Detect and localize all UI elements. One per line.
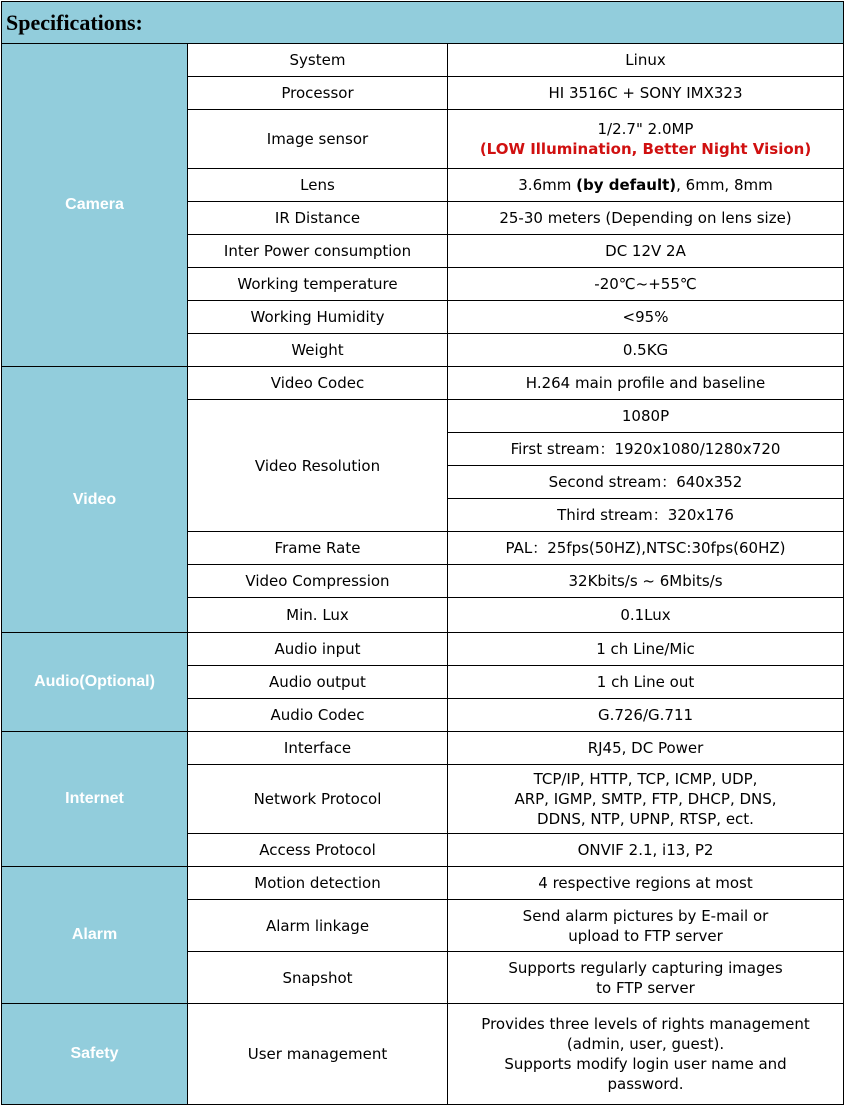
spec-value-line: DDNS, NTP, UPNP, RTSP, ect. bbox=[537, 810, 754, 828]
spec-value-line: 1/2.7" 2.0MP bbox=[597, 120, 694, 138]
category-video: Video bbox=[2, 367, 188, 633]
spec-value-line: password. bbox=[607, 1075, 684, 1093]
spec-label: Inter Power consumption bbox=[188, 235, 448, 268]
spec-value bbox=[448, 77, 844, 110]
page-title: Specifications: bbox=[2, 2, 844, 44]
spec-label: Weight bbox=[188, 334, 448, 367]
spec-value bbox=[448, 499, 844, 532]
spec-value-line: <95% bbox=[622, 308, 669, 326]
spec-label: Processor bbox=[188, 77, 448, 110]
spec-label: IR Distance bbox=[188, 202, 448, 235]
spec-value-line: HI 3516C + SONY IMX323 bbox=[548, 84, 743, 102]
spec-value bbox=[448, 268, 844, 301]
spec-value-line: ARP, IGMP, SMTP, FTP, DHCP, DNS, bbox=[514, 790, 777, 808]
spec-value bbox=[448, 235, 844, 268]
spec-value-line: H.264 main profile and baseline bbox=[525, 374, 766, 392]
spec-value bbox=[448, 900, 844, 952]
table-row bbox=[2, 367, 844, 400]
spec-label: Alarm linkage bbox=[188, 900, 448, 952]
spec-value bbox=[448, 666, 844, 699]
spec-value bbox=[448, 110, 844, 169]
spec-value-line: First stream：1920x1080/1280x720 bbox=[510, 440, 781, 458]
spec-value-line: (admin, user, guest). bbox=[566, 1035, 725, 1053]
spec-value-line bbox=[452, 175, 839, 195]
spec-label: Video Resolution bbox=[188, 400, 448, 532]
spec-value bbox=[448, 765, 844, 834]
spec-value bbox=[448, 952, 844, 1004]
spec-label: Working Humidity bbox=[188, 301, 448, 334]
spec-value bbox=[448, 598, 844, 633]
spec-label: Min. Lux bbox=[188, 598, 448, 633]
spec-value-line: DC 12V 2A bbox=[605, 242, 686, 260]
spec-label: Network Protocol bbox=[188, 765, 448, 834]
spec-value bbox=[448, 334, 844, 367]
spec-value-line: upload to FTP server bbox=[568, 926, 723, 945]
spec-value-line: 25-30 meters (Depending on lens size) bbox=[499, 209, 792, 227]
spec-value bbox=[448, 532, 844, 565]
spec-value-line: -20℃~+55℃ bbox=[594, 275, 697, 293]
spec-value bbox=[448, 44, 844, 77]
specifications-table bbox=[1, 1, 844, 1105]
spec-label: Snapshot bbox=[188, 952, 448, 1004]
spec-label: Audio output bbox=[188, 666, 448, 699]
category-internet: Internet bbox=[2, 732, 188, 867]
specifications-body bbox=[2, 2, 844, 1105]
spec-label: Lens bbox=[188, 169, 448, 202]
default-lens-note: (by default) bbox=[576, 176, 677, 194]
table-row bbox=[2, 44, 844, 77]
spec-label: Video Codec bbox=[188, 367, 448, 400]
spec-label: Video Compression bbox=[188, 565, 448, 598]
lens-text: , 6mm, 8mm bbox=[676, 176, 773, 194]
spec-label: User management bbox=[188, 1004, 448, 1105]
spec-value-line: Third stream：320x176 bbox=[557, 506, 734, 524]
spec-value-line: Linux bbox=[625, 51, 666, 69]
spec-value bbox=[448, 699, 844, 732]
spec-label: Access Protocol bbox=[188, 834, 448, 867]
spec-value bbox=[448, 867, 844, 900]
category-audio-optional: Audio(Optional) bbox=[2, 633, 188, 732]
spec-value bbox=[448, 301, 844, 334]
highlight-note: (LOW Illumination, Better Night Vision) bbox=[479, 140, 812, 158]
spec-value-line: 32Kbits/s ~ 6Mbits/s bbox=[568, 572, 723, 590]
spec-value-line: RJ45, DC Power bbox=[587, 739, 704, 757]
spec-value-line: TCP/IP, HTTP, TCP, ICMP, UDP, bbox=[533, 770, 758, 788]
spec-value-line: Second stream：640x352 bbox=[548, 473, 743, 491]
spec-value bbox=[448, 202, 844, 235]
spec-value bbox=[448, 565, 844, 598]
spec-value-line: Send alarm pictures by E-mail or bbox=[522, 906, 769, 925]
spec-value bbox=[448, 633, 844, 666]
table-row bbox=[2, 633, 844, 666]
spec-value-line: 1 ch Line out bbox=[596, 673, 695, 691]
spec-value bbox=[448, 466, 844, 499]
spec-value-line: G.726/G.711 bbox=[597, 706, 694, 724]
spec-label: Motion detection bbox=[188, 867, 448, 900]
spec-value-line: ONVIF 2.1, i13, P2 bbox=[577, 841, 714, 859]
spec-label: Audio input bbox=[188, 633, 448, 666]
spec-value bbox=[448, 732, 844, 765]
spec-value bbox=[448, 169, 844, 202]
spec-value-line: Supports modify login user name and bbox=[504, 1055, 787, 1073]
spec-label: Audio Codec bbox=[188, 699, 448, 732]
spec-value bbox=[448, 400, 844, 433]
spec-label: Working temperature bbox=[188, 268, 448, 301]
title-row bbox=[2, 2, 844, 44]
spec-value bbox=[448, 834, 844, 867]
lens-text: 3.6mm bbox=[518, 176, 577, 194]
spec-value-line: Provides three levels of rights management bbox=[481, 1015, 810, 1033]
spec-value-line: 4 respective regions at most bbox=[538, 874, 753, 892]
spec-value bbox=[448, 1004, 844, 1105]
spec-value-line: Supports regularly capturing images bbox=[508, 958, 783, 977]
spec-value bbox=[448, 367, 844, 400]
spec-label: Frame Rate bbox=[188, 532, 448, 565]
spec-label: Image sensor bbox=[188, 110, 448, 169]
spec-value bbox=[448, 433, 844, 466]
category-alarm: Alarm bbox=[2, 867, 188, 1004]
spec-value-line: to FTP server bbox=[596, 978, 695, 997]
category-safety: Safety bbox=[2, 1004, 188, 1105]
category-camera: Camera bbox=[2, 44, 188, 367]
spec-value-line: 1080P bbox=[621, 407, 670, 425]
table-row bbox=[2, 1004, 844, 1105]
spec-label: Interface bbox=[188, 732, 448, 765]
table-row bbox=[2, 867, 844, 900]
spec-value-line: 0.5KG bbox=[622, 341, 669, 359]
spec-label: System bbox=[188, 44, 448, 77]
spec-value-line: 0.1Lux bbox=[620, 606, 671, 624]
spec-value-line: 1 ch Line/Mic bbox=[596, 640, 695, 658]
table-row bbox=[2, 732, 844, 765]
spec-value-line: PAL：25fps(50HZ),NTSC:30fps(60HZ) bbox=[505, 539, 786, 557]
